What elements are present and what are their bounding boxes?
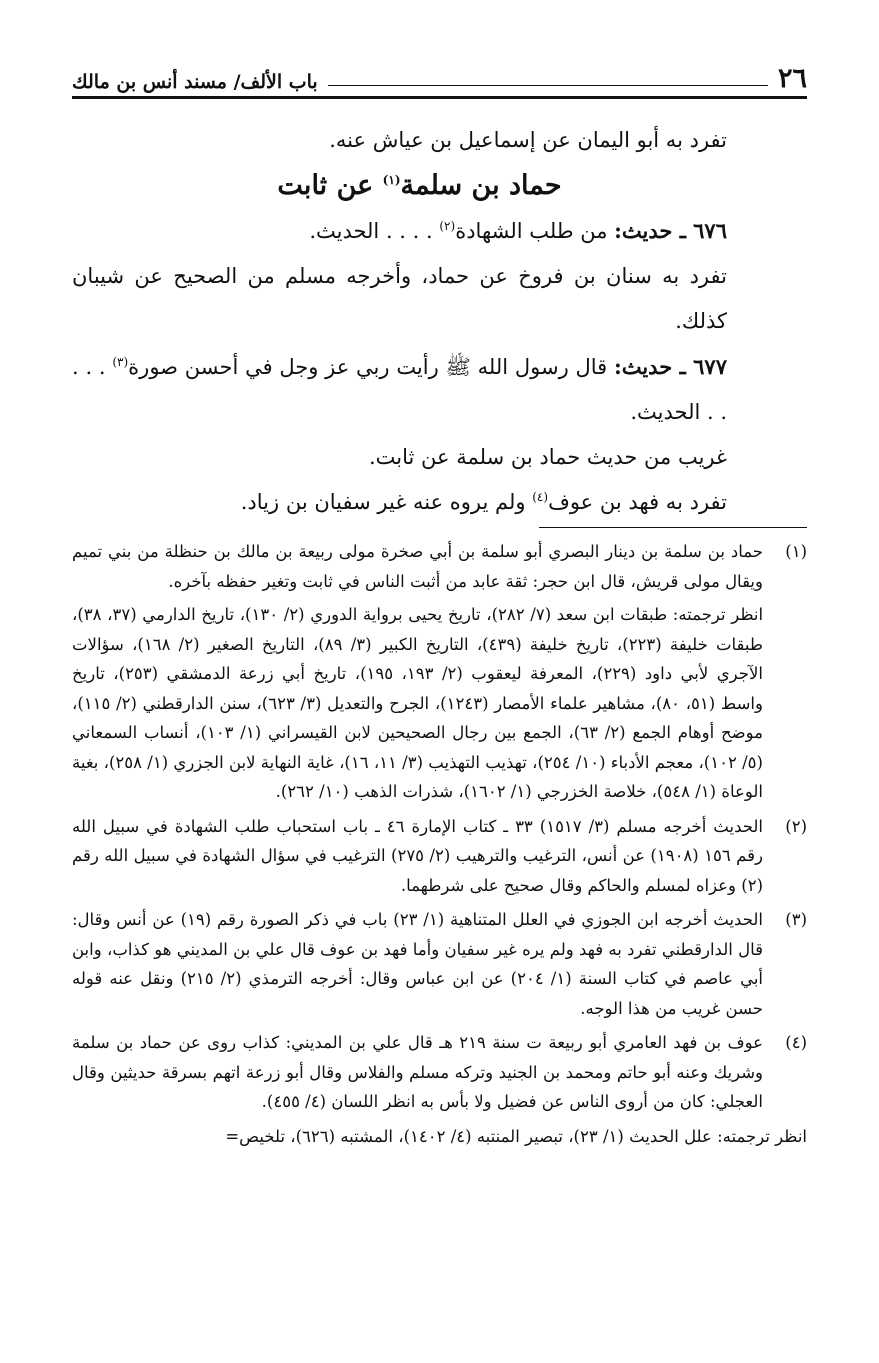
hadith-677-tail: . . . . . الحديث. <box>72 355 727 424</box>
footnote <box>72 537 807 807</box>
footnote-paragraph: انظر ترجمته: طبقات ابن سعد (٧/ ٢٨٢)، تاريخ يحيى برواية الدوري (٢/ ١٣٠)، تاريخ الدارمي (٣٧، ٣٨)، طبقات خليفة (٢٢٣)، تاريخ خليفة (٤٣٩)، التاريخ الكبير (٣/ ٨٩)، التاريخ الصغير (٢/ ١٦٨)، سؤالات الآجري لأبي داود (٢٢٩)، المعرفة ليعقوب (٢/ ١٩٣، ١٩٥)، تاريخ أبي زرعة الدمشقي (٢٥٣)، تاريخ واسط (٥١، ٨٠)، مشاهير علماء الأمصار (١٢٤٣)، الجرح والتعديل (٣/ ٦٢٣)، سنن الدارقطني (٢/ ١١٥)، موضح أوهام الجمع (٢/ ٦٣)، الجمع بين رجال الصحيحين لابن القيسراني (١/ ١٠٣)، أنساب السمعاني (٥/ ١٠٢)، معجم الأدباء (١٠/ ٢٥٤)، تهذيب التهذيب (٣/ ١١، ١٦)، غاية النهاية لابن الجزري (١/ ٢٥٨)، بغية الوعاة (١/ ٥٤٨)، خلاصة الخزرجي (١/ ١٦٠٢)، شذرات الذهب (١٠/ ٢٦٢). <box>72 605 764 801</box>
heading-tail: عن ثابت <box>277 170 374 201</box>
footnote-number: (٢) <box>785 816 807 836</box>
hadith-676-tail: . . . . الحديث. <box>309 219 433 243</box>
footnote-separator <box>539 527 807 528</box>
hadith-676-ref: (٢) <box>439 219 456 233</box>
paragraph-677-note-a: غريب من حديث حماد بن سلمة عن ثابت. <box>368 445 727 469</box>
footnote <box>72 905 807 1023</box>
hadith-677-ref: (٣) <box>112 355 129 369</box>
footnote-paragraph: عوف بن فهد العامري أبو ربيعة ت سنة ٢١٩ هـ قال علي بن المديني: كذاب روى عن حماد بن سلمة وشريك وعنه أبو حاتم ومحمد بن الجنيد وتركه مسلم والفلاس وقال أبو زرعة اتهم بسرقة حديثين وقال العجلي: كان من أروى الناس عن فضيل ولا بأس به انظر اللسان (٤/ ٤٥٥). <box>72 1033 763 1111</box>
hadith-676-text: من طلب الشهادة <box>455 219 608 243</box>
footnotes <box>72 537 807 1151</box>
paragraph-intro: تفرد به أبو اليمان عن إسماعيل بن عياش عنه. <box>329 128 727 152</box>
footnote-number: (٣) <box>785 910 807 929</box>
footnote-body <box>72 905 763 1023</box>
footnote-body <box>72 1028 763 1117</box>
hadith-677-text: قال رسول الله ﷺ رأيت ربي عز وجل في أحسن صورة <box>128 355 608 379</box>
paragraph-677-note-b <box>72 480 807 525</box>
p677b-pre: تفرد به فهد بن عوف <box>548 490 727 514</box>
footnote-continuation: انظر ترجمته: علل الحديث (١/ ٢٣)، تبصير المنتبه (٤/ ١٤٠٢)، المشتبه (٦٢٦)، تلخيص= <box>225 1126 807 1146</box>
section-heading <box>72 163 807 208</box>
footnote <box>72 1028 807 1117</box>
header-rule <box>328 85 768 86</box>
hadith-677 <box>72 344 807 435</box>
heading-footnote-ref: (١) <box>382 173 401 187</box>
footnote-number: (١) <box>785 542 807 561</box>
p677b-ref: (٤) <box>532 490 549 504</box>
paragraph-676-note: تفرد به سنان بن فروخ عن حماد، وأخرجه مسلم من الصحيح عن شيبان كذلك. <box>72 264 727 333</box>
footnote-paragraph: الحديث أخرجه مسلم (٣/ ١٥١٧) ٣٣ ـ كتاب الإمارة ٤٦ ـ باب استحباب طلب الشهادة في سبيل الله رقم ١٥٦ (١٩٠٨) عن أنس، الترغيب والترهيب (٢/ ٢٧٥) الترغيب في سؤال الشهادة في سبيل الله رقم (٢) وعزاه لمسلم والحاكم وقال صحيح على شرطهما. <box>72 816 763 895</box>
footnote-paragraph: الحديث أخرجه ابن الجوزي في العلل المتناهية (١/ ٢٣) باب في ذكر الصورة رقم (١٩) عن أنس وقال: قال الدارقطني تفرد به فهد ولم يره غير سفيان وأما فهد بن عوف قال علي بن المديني هو كذاب، وابن أبي عاصم في كتاب السنة (١/ ٢٠٤) عن ابن عباس وقال: أخرجه الترمذي (٢/ ٢١٥) ونقل عنه قوله حسن غريب من هذا الوجه. <box>72 910 763 1018</box>
hadith-676 <box>72 208 807 254</box>
footnote-body <box>72 812 763 901</box>
page-header <box>72 52 807 99</box>
hadith-677-label: ٦٧٧ ـ حديث: <box>613 354 727 379</box>
footnote-number: (٤) <box>785 1033 807 1052</box>
footnote-paragraph: حماد بن سلمة بن دينار البصري أبو سلمة بن أبي صخرة مولى ربيعة بن مالك بن حنظلة من بني تميم ويقال مولى قريش، قال ابن حجر: ثقة عابد من أثبت الناس في ثابت وتغير حفظه بآخره. <box>72 542 763 591</box>
p677b-post: ولم يروه عنه غير سفيان بن زياد. <box>240 490 526 514</box>
footnote <box>72 812 807 901</box>
footnote-body <box>72 537 763 807</box>
hadith-676-label: ٦٧٦ ـ حديث: <box>614 218 727 243</box>
running-title: باب الألف/ مسند أنس بن مالك <box>72 71 318 93</box>
page-number: ٢٦ <box>777 63 807 94</box>
main-text <box>72 118 807 525</box>
heading-narrator: حماد بن سلمة <box>400 170 562 201</box>
